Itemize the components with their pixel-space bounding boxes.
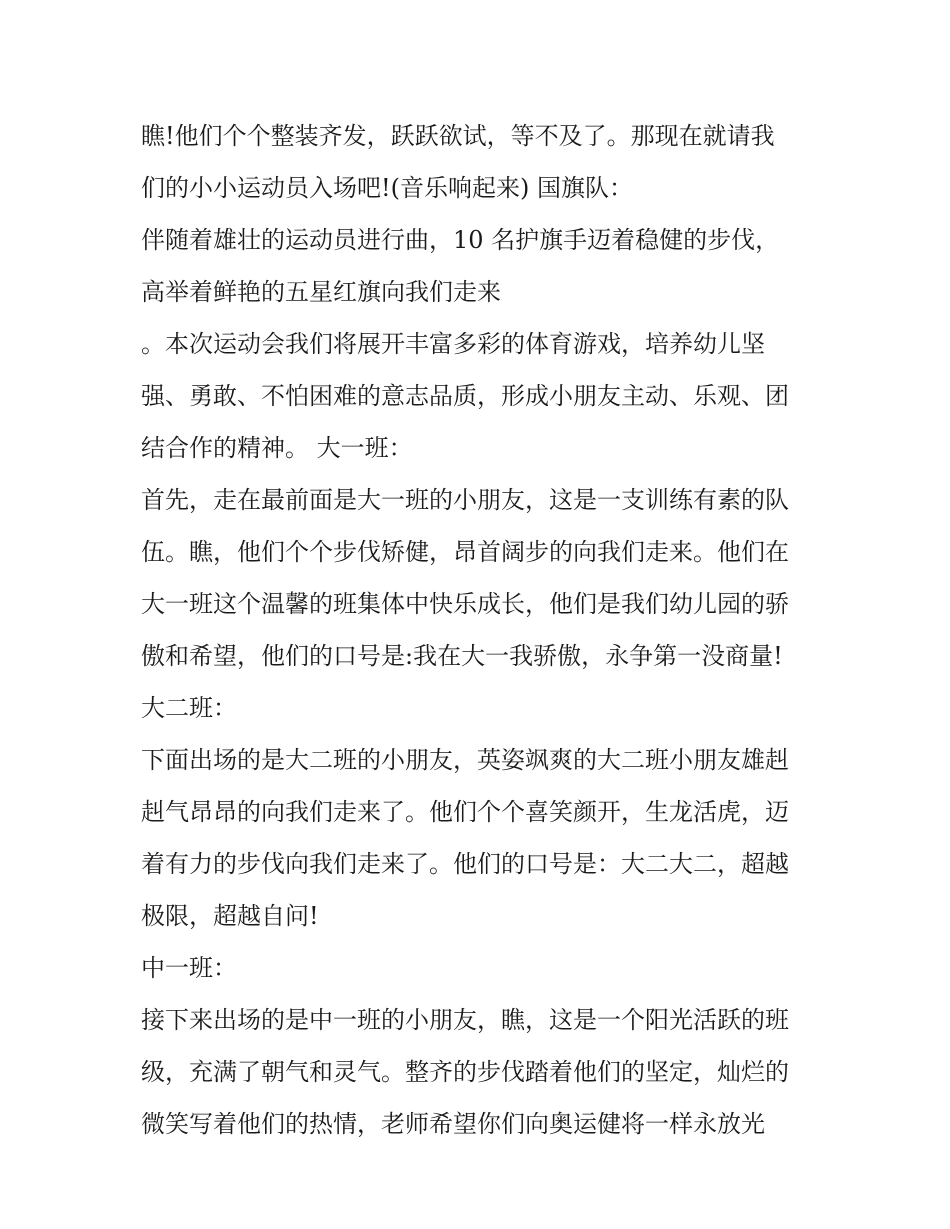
- text-line: 大一班这个温馨的班集体中快乐成长，他们是我们幼儿园的骄: [141, 590, 789, 618]
- text-line: 伴随着雄壮的运动员进行曲，10 名护旗手迈着稳健的步伐，: [141, 226, 780, 254]
- text-line: 伍。瞧，他们个个步伐矫健，昂首阔步的向我们走来。他们在: [141, 538, 789, 566]
- text-line: 高举着鲜艳的五星红旗向我们走来: [141, 278, 501, 306]
- document-body: [141, 110, 821, 1150]
- text-line: 。本次运动会我们将展开丰富多彩的体育游戏，培养幼儿坚: [141, 330, 765, 358]
- text-line: 下面出场的是大二班的小朋友，英姿飒爽的大二班小朋友雄赳: [141, 746, 789, 774]
- text-line: 微笑写着他们的热情，老师希望你们向奥运健将一样永放光: [141, 1110, 765, 1138]
- text-line: 们的小小运动员入场吧!(音乐响起来) 国旗队：: [141, 174, 633, 202]
- text-line: 结合作的精神。 大一班：: [141, 434, 413, 462]
- text-line: 傲和希望，他们的口号是:我在大一我骄傲，永争第一没商量!: [141, 642, 783, 670]
- text-line: 极限，超越自问!: [141, 902, 319, 930]
- text-line: 级，充满了朝气和灵气。整齐的步伐踏着他们的坚定，灿烂的: [141, 1058, 789, 1086]
- text-line: 赳气昂昂的向我们走来了。他们个个喜笑颜开，生龙活虎，迈: [141, 798, 789, 826]
- text-line: 大二班：: [141, 694, 237, 722]
- text-line: 中一班：: [141, 954, 237, 982]
- text-line: 接下来出场的是中一班的小朋友，瞧，这是一个阳光活跃的班: [141, 1006, 789, 1034]
- text-line: 着有力的步伐向我们走来了。他们的口号是：大二大二，超越: [141, 850, 789, 878]
- text-line: 强、勇敢、不怕困难的意志品质，形成小朋友主动、乐观、团: [141, 382, 789, 410]
- text-line: 瞧!他们个个整装齐发，跃跃欲试，等不及了。那现在就请我: [141, 122, 775, 150]
- text-line: 首先，走在最前面是大一班的小朋友，这是一支训练有素的队: [141, 486, 789, 514]
